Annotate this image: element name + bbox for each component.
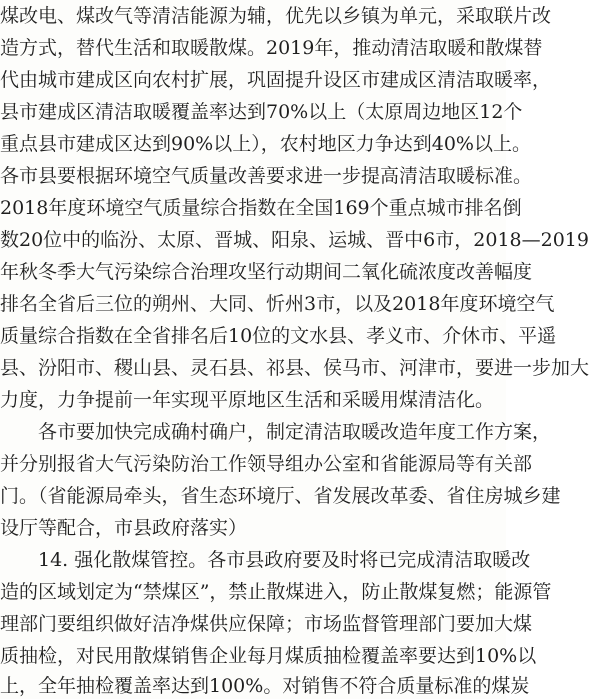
text-line: 造方式，替代生活和取暖散煤。2019年，推动清洁取暖和散煤替 bbox=[0, 37, 543, 59]
text-line: 并分别报省大气污染防治工作领导组办公室和省能源局等有关部 bbox=[0, 453, 533, 475]
text-line: 数20位中的临汾、太原、晋城、阳泉、运城、晋中6市，2018—2019 bbox=[0, 229, 589, 251]
text-line: 造的区域划定为“禁煤区”，禁止散煤进入，防止散煤复燃；能源管 bbox=[0, 581, 552, 603]
text-line: 年秋冬季大气污染综合治理攻坚行动期间二氧化硫浓度改善幅度 bbox=[0, 261, 533, 283]
text-line: 质抽检，对民用散煤销售企业每月煤质抽检覆盖率要达到10%以 bbox=[0, 645, 537, 667]
text-line: 2018年度环境空气质量综合指数在全国169个重点城市排名倒 bbox=[0, 197, 522, 219]
text-line: 上，全年抽检覆盖率达到100%。对销售不符合质量标准的煤炭 bbox=[0, 675, 530, 697]
text-line: 力度，力争提前一年实现平原地区生活和采暖用煤清洁化。 bbox=[0, 389, 495, 411]
text-line: 重点县市建成区达到90%以上），农村地区力争达到40%以上。 bbox=[0, 133, 531, 155]
text-line: 代由城市建成区向农村扩展，巩固提升设区市建成区清洁取暖率， bbox=[0, 69, 552, 91]
text-line: 煤改电、煤改气等清洁能源为辅，优先以乡镇为单元，采取联片改 bbox=[0, 5, 552, 27]
text-line: 县市建成区清洁取暖覆盖率达到70%以上（太原周边地区12个 bbox=[0, 101, 523, 123]
text-line: 设厅等配合，市县政府落实） bbox=[0, 517, 248, 539]
text-line: 理部门要组织做好洁净煤供应保障；市场监督管理部门要加大煤 bbox=[0, 613, 533, 635]
text-line: 质量综合指数在全省排名后10位的文水县、孝义市、介休市、平遥 bbox=[0, 325, 557, 347]
text-line: 排名全省后三位的朔州、大同、忻州3市，以及2018年度环境空气 bbox=[0, 293, 555, 315]
text-line: 门。（省能源局牵头，省生态环境厅、省发展改革委、省住房城乡建 bbox=[0, 485, 561, 507]
text-line: 14. 强化散煤管控。各市县政府要及时将已完成清洁取暖改 bbox=[38, 549, 531, 571]
text-line: 各市县要根据环境空气质量改善要求进一步提高清洁取暖标准。 bbox=[0, 165, 533, 187]
text-line: 县、汾阳市、稷山县、灵石县、祁县、侯马市、河津市，要进一步加大 bbox=[0, 357, 589, 379]
text-line: 各市要加快完成确村确户，制定清洁取暖改造年度工作方案， bbox=[38, 421, 552, 443]
